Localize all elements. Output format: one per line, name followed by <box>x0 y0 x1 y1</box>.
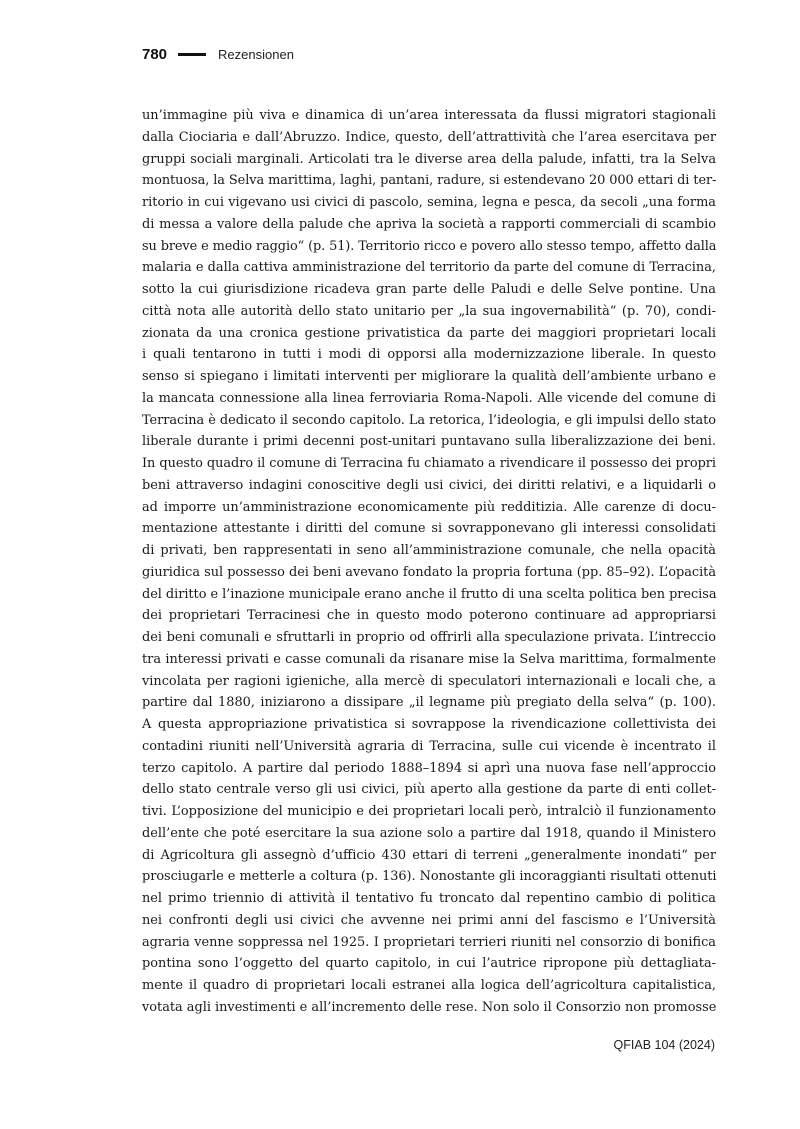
page-number: 780 <box>142 45 168 63</box>
body-line: dei proprietari Terracinesi che in questo modo poterono continuare ad appropriarsi <box>142 608 716 624</box>
body-line: In questo quadro il comune di Terracina fu chiamato a rivendicare il possesso dei propri <box>142 456 716 471</box>
body-line: di Agricoltura gli assegnò d’ufficio 430 ettari di terreni „generalmente inondati“ per <box>142 847 716 863</box>
body-line: A questa appropriazione privatistica si sovrappose la rivendicazione collettivista dei <box>142 717 716 732</box>
body-line: dei beni comunali e sfruttarli in proprio od offrirli alla speculazione privata. L’intreccio <box>142 630 716 645</box>
body-line: mentazione attestante i diritti del comune si sovrapponevano gli interessi consolidati <box>142 521 716 537</box>
body-text <box>142 105 716 1019</box>
body-line: senso si spiegano i limitati interventi per migliorare la qualità dell’ambiente urbano e <box>142 369 716 384</box>
body-line: liberale durante i primi decenni post-unitari puntavano sulla liberalizzazione dei beni. <box>142 434 716 450</box>
body-line: malaria e dalla cattiva amministrazione del territorio da parte del comune di Terracina, <box>142 260 716 276</box>
body-line: beni attraverso indagini conoscitive degli usi civici, dei diritti relativi, e a liquidarli o <box>142 477 716 493</box>
body-line: tivi. L’opposizione del municipio e dei proprietari locali però, intralciò il funzionamento <box>142 804 716 819</box>
body-line: partire dal 1880, iniziarono a dissipare „il legname più pregiato della selva“ (p. 100). <box>142 695 716 711</box>
body-line: gruppi sociali marginali. Articolati tra le diverse area della palude, infatti, tra la Selva <box>142 151 716 167</box>
body-line: dello stato centrale verso gli usi civici, più aperto alla gestione da parte di enti collet- <box>142 782 716 798</box>
body-line: dell’ente che poté esercitare la sua azione solo a partire dal 1918, quando il Ministero <box>142 825 716 841</box>
body-line: votata agli investimenti e all’incremento delle rese. Non solo il Consorzio non promosse <box>142 999 717 1015</box>
body-line: prosciugarle e metterle a coltura (p. 136). Nonostante gli incoraggianti risultati ottenuti <box>142 869 717 885</box>
body-line: di privati, ben rappresentati in seno all’amministrazione comunale, che nella opacità <box>142 543 716 558</box>
header-rule <box>178 53 206 56</box>
body-line: ad imporre un’amministrazione economicamente più redditizia. Alle carenze di docu- <box>142 499 716 515</box>
body-line: su breve e medio raggio“ (p. 51). Territorio ricco e povero allo stesso tempo, affetto dalla <box>142 238 717 254</box>
body-line: del diritto e l’inazione municipale erano anche il frutto di una scelta politica ben precisa <box>142 586 717 602</box>
body-line: terzo capitolo. A partire dal periodo 1888–1894 si aprì una nuova fase nell’approccio <box>142 760 716 776</box>
body-line: un’immagine più viva e dinamica di un’area interessata da flussi migratori stagionali <box>142 108 716 123</box>
body-line: i quali tentarono in tutti i modi di opporsi alla modernizzazione liberale. In questo <box>142 347 716 363</box>
body-line: giuridica sul possesso dei beni avevano fondato la propria fortuna (pp. 85–92). L’opacità <box>142 564 716 580</box>
body-line: la mancata connessione alla linea ferroviaria Roma-Napoli. Alle vicende del comune di <box>142 390 716 406</box>
body-line: sotto la cui giurisdizione ricadeva gran parte delle Paludi e delle Selve pontine. Una <box>142 282 716 297</box>
body-line: nel primo triennio di attività il tentativo fu troncato dal repentino cambio di politica <box>142 891 716 906</box>
body-line: Terracina è dedicato il secondo capitolo. La retorica, l’ideologia, e gli impulsi dello stato <box>142 412 716 428</box>
body-line: dalla Ciociaria e dall’Abruzzo. Indice, questo, dell’attrattività che l’area esercitava per <box>142 129 716 145</box>
section-label: Rezensionen <box>218 46 294 62</box>
body-line: mente il quadro di proprietari locali estranei alla logica dell’agricoltura capitalistica, <box>142 978 716 993</box>
body-line: nei confronti degli usi civici che avvenne nei primi anni del fascismo e l’Università <box>142 912 716 928</box>
body-line: montuosa, la Selva marittima, laghi, pantani, radure, si estendevano 20 000 ettari di ter- <box>142 173 717 189</box>
body-line: ritorio in cui vigevano usi civici di pascolo, semina, legna e pesca, da secoli „una forma <box>142 195 716 210</box>
body-line: agraria venne soppressa nel 1925. I proprietari terrieri riuniti nel consorzio di bonifica <box>142 934 716 950</box>
body-line: contadini riuniti nell’Università agraria di Terracina, sulle cui vicende è incentrato il <box>142 738 716 754</box>
body-line: zionata da una cronica gestione privatistica da parte dei maggiori proprietari locali <box>142 325 716 341</box>
journal-reference: QFIAB 104 (2024) <box>613 1038 715 1052</box>
running-head <box>142 44 294 64</box>
body-line: pontina sono l’oggetto del quarto capitolo, in cui l’autrice ripropone più dettagliata- <box>142 956 716 972</box>
body-line: tra interessi privati e casse comunali da risanare mise la Selva marittima, formalmente <box>142 651 716 667</box>
body-line: vincolata per ragioni igieniche, alla mercè di speculatori internazionali e locali che, a <box>142 673 716 689</box>
body-line: di messa a valore della palude che apriva la società a rapporti commerciali di scambio <box>142 216 716 232</box>
body-line: città nota alle autorità dello stato unitario per „la sua ingovernabilità“ (p. 70), condi- <box>142 303 716 319</box>
